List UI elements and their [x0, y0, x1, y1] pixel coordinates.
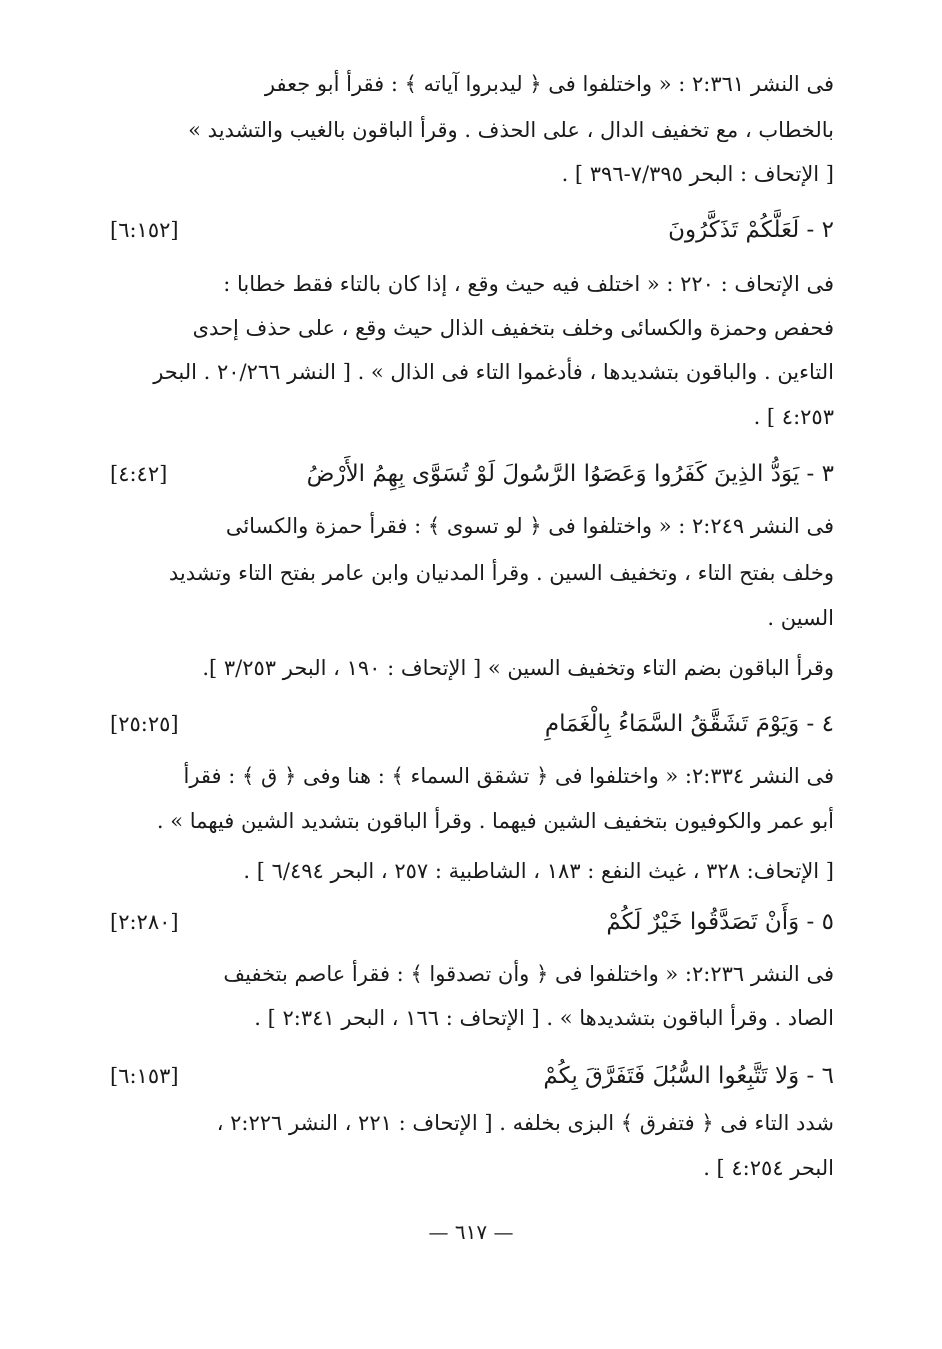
verse-reference: [٢:٢٨٠] — [110, 910, 179, 934]
page-number: — ٦١٧ — — [428, 1220, 514, 1244]
text-line: الصاد . وقرأ الباقون بتشديدها » . [ الإتحاف : ١٦٦ ، البحر ٢:٣٤١ ] . — [254, 1006, 834, 1030]
verse-heading — [110, 1056, 834, 1096]
text-line: [ الإتحاف : البحر ٧/٣٩٥-٣٩٦ ] . — [561, 162, 834, 186]
verse-text: ٥ - وَأَنْ تَصَدَّقُوا خَيْرٌ لَكُمْ — [606, 909, 834, 935]
text-line: وخلف بفتح التاء ، وتخفيف السين . وقرأ المدنيان وابن عامر بفتح التاء وتشديد — [168, 561, 834, 585]
verse-reference: [٦:١٥٢] — [110, 218, 179, 242]
text-line: البحر ٤:٢٥٤ ] . — [703, 1156, 834, 1180]
text-line: [ الإتحاف: ٣٢٨ ، غيث النفع : ١٨٣ ، الشاطبية : ٢٥٧ ، البحر ٦/٤٩٤ ] . — [243, 859, 834, 883]
verse-text: ٣ - يَوَدُّ الذِينَ كَفَرُوا وَعَصَوُا الرَّسُولَ لَوْ تُسَوَّى بِهِمُ الأَرْضُ — [306, 461, 834, 487]
verse-heading — [110, 454, 834, 494]
text-line: فحفص وحمزة والكسائى وخلف بتخفيف الذال حيث وقع ، على حذف إحدى — [192, 316, 834, 340]
verse-reference: [٢٥:٢٥] — [110, 712, 179, 736]
text-line: السين . — [767, 606, 834, 630]
verse-heading — [110, 704, 834, 744]
text-line: فى النشر ٢:٣٦١ : « واختلفوا فى ﴿ ليدبروا آياته ﴾ : فقرأ أبو جعفر — [264, 72, 834, 96]
verse-reference: [٤:٤٢] — [110, 462, 168, 486]
text-line: وقرأ الباقون بضم التاء وتخفيف السين » [ الإتحاف : ١٩٠ ، البحر ٣/٢٥٣ ]. — [202, 656, 834, 680]
verse-heading — [110, 210, 834, 250]
verse-text: ٢ - لَعَلَّكُمْ تَذَكَّرُونَ — [668, 217, 834, 243]
text-line: شدد التاء فى ﴿ فتفرق ﴾ البزى بخلفه . [ الإتحاف : ٢٢١ ، النشر ٢:٢٢٦ ، — [216, 1111, 834, 1135]
text-line: فى النشر ٢:٣٣٤: « واختلفوا فى ﴿ تشقق السماء ﴾ : هنا وفى ﴿ ق ﴾ : فقرأ — [183, 764, 834, 788]
text-line: فى النشر ٢:٢٣٦: « واختلفوا فى ﴿ وأن تصدقوا ﴾ : فقرأ عاصم بتخفيف — [223, 962, 834, 986]
text-line: فى الإتحاف : ٢٢٠ : « اختلف فيه حيث وقع ، إذا كان بالتاء فقط خطابا : — [223, 272, 834, 296]
verse-reference: [٦:١٥٣] — [110, 1064, 179, 1088]
text-line: بالخطاب ، مع تخفيف الدال ، على الحذف . وقرأ الباقون بالغيب والتشديد » — [188, 118, 834, 142]
verse-text: ٤ - وَيَوْمَ تَشَقَّقُ السَّمَاءُ بِالْغَمَامِ — [544, 711, 834, 737]
text-line: ٤:٢٥٣ ] . — [753, 405, 834, 429]
verse-heading — [110, 902, 834, 942]
text-line: أبو عمر والكوفيون بتخفيف الشين فيهما . وقرأ الباقون بتشديد الشين فيهما » . — [156, 809, 834, 833]
text-line: فى النشر ٢:٢٤٩ : « واختلفوا فى ﴿ لو تسوى ﴾ : فقرأ حمزة والكسائى — [225, 514, 834, 538]
text-line: التاءين . والباقون بتشديدها ، فأدغموا التاء فى الذال » . [ النشر ٢٠/٢٦٦ . البحر — [153, 360, 834, 384]
verse-text: ٦ - وَلا تَتَّبِعُوا السُّبُلَ فَتَفَرَّقَ بِكُمْ — [543, 1063, 834, 1089]
